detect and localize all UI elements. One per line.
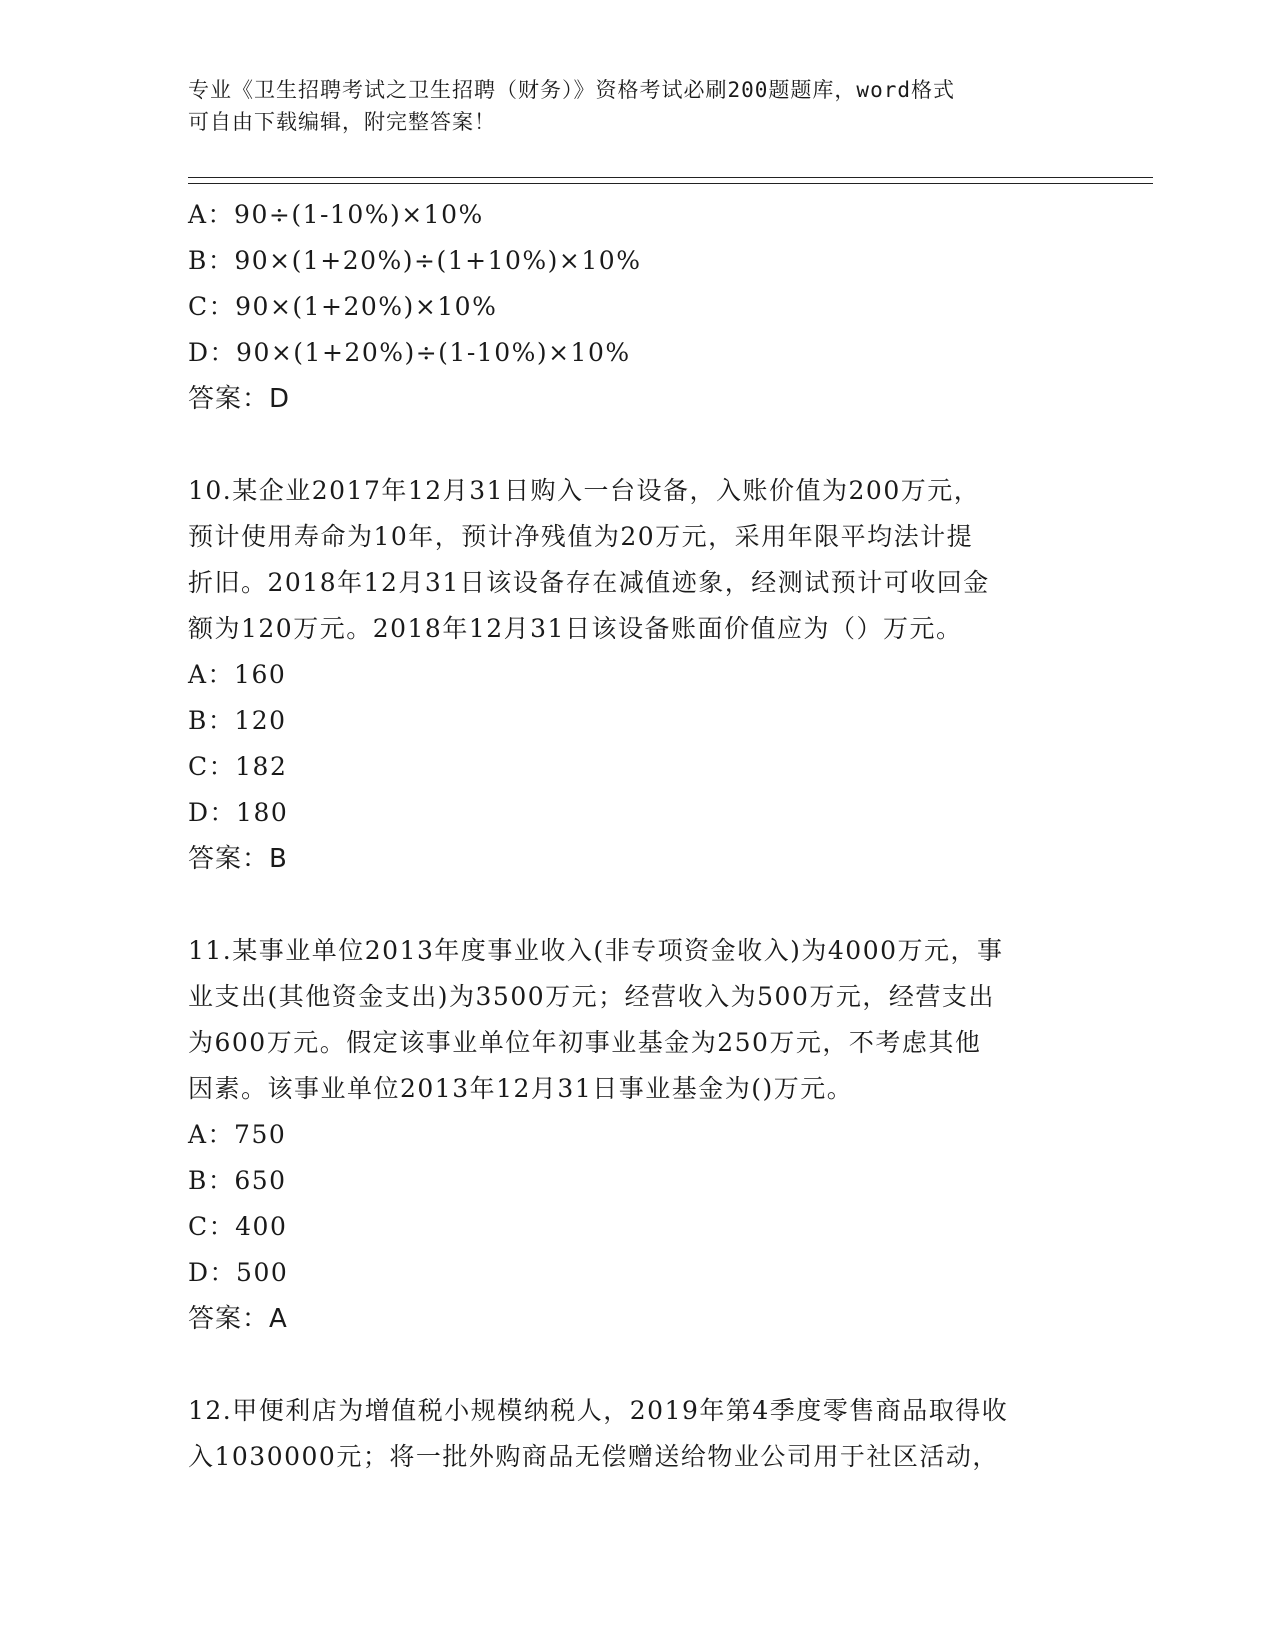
q11-text-line: 业支出(其他资金支出)为3500万元；经营收入为500万元，经营支出	[188, 982, 995, 1011]
q10-text-line: 额为120万元。2018年12月31日该设备账面价值应为（）万元。	[188, 614, 963, 643]
document-body	[188, 192, 1088, 1480]
q11-option-d: D：500	[188, 1258, 289, 1287]
q10-option-d: D：180	[188, 798, 289, 827]
header-rule-top	[188, 177, 1153, 178]
q9-answer: 答案：D	[188, 384, 291, 414]
q11-option-b: B：650	[188, 1166, 287, 1195]
question-12	[188, 1388, 1088, 1480]
q10-option-b: B：120	[188, 706, 287, 735]
q10-text-line: 折旧。2018年12月31日该设备存在减值迹象，经测试预计可收回金	[188, 568, 990, 597]
q9-option-d: D：90×(1+20%)÷(1-10%)×10%	[188, 338, 631, 367]
q10-option-c: C：182	[188, 752, 288, 781]
q11-text-line: 为600万元。假定该事业单位年初事业基金为250万元，不考虑其他	[188, 1028, 982, 1057]
q12-text-line: 12.甲便利店为增值税小规模纳税人，2019年第4季度零售商品取得收	[188, 1396, 1009, 1425]
q11-text-line: 因素。该事业单位2013年12月31日事业基金为()万元。	[188, 1074, 854, 1103]
question-10	[188, 468, 1088, 882]
q12-text-line: 入1030000元；将一批外购商品无偿赠送给物业公司用于社区活动，	[188, 1442, 999, 1471]
question-11	[188, 928, 1088, 1342]
q9-option-b: B：90×(1+20%)÷(1+10%)×10%	[188, 246, 642, 275]
q11-option-a: A：750	[188, 1120, 287, 1149]
q10-text-line: 10.某企业2017年12月31日购入一台设备，入账价值为200万元，	[188, 476, 981, 505]
q11-option-c: C：400	[188, 1212, 288, 1241]
q10-option-a: A：160	[188, 660, 287, 689]
header-line-1: 专业《卫生招聘考试之卫生招聘（财务）》资格考试必刷200题题库，word格式	[188, 78, 955, 102]
question-9	[188, 192, 1088, 422]
q10-answer: 答案：B	[188, 844, 288, 874]
q10-text-line: 预计使用寿命为10年，预计净残值为20万元，采用年限平均法计提	[188, 522, 974, 551]
header-rule-bottom	[188, 183, 1153, 184]
q11-answer: 答案：A	[188, 1304, 288, 1334]
document-header	[188, 74, 1068, 138]
q9-option-a: A：90÷(1-10%)×10%	[188, 200, 484, 229]
q9-option-c: C：90×(1+20%)×10%	[188, 292, 498, 321]
header-line-2: 可自由下载编辑，附完整答案！	[188, 110, 496, 134]
q11-text-line: 11.某事业单位2013年度事业收入(非专项资金收入)为4000万元，事	[188, 936, 1004, 965]
